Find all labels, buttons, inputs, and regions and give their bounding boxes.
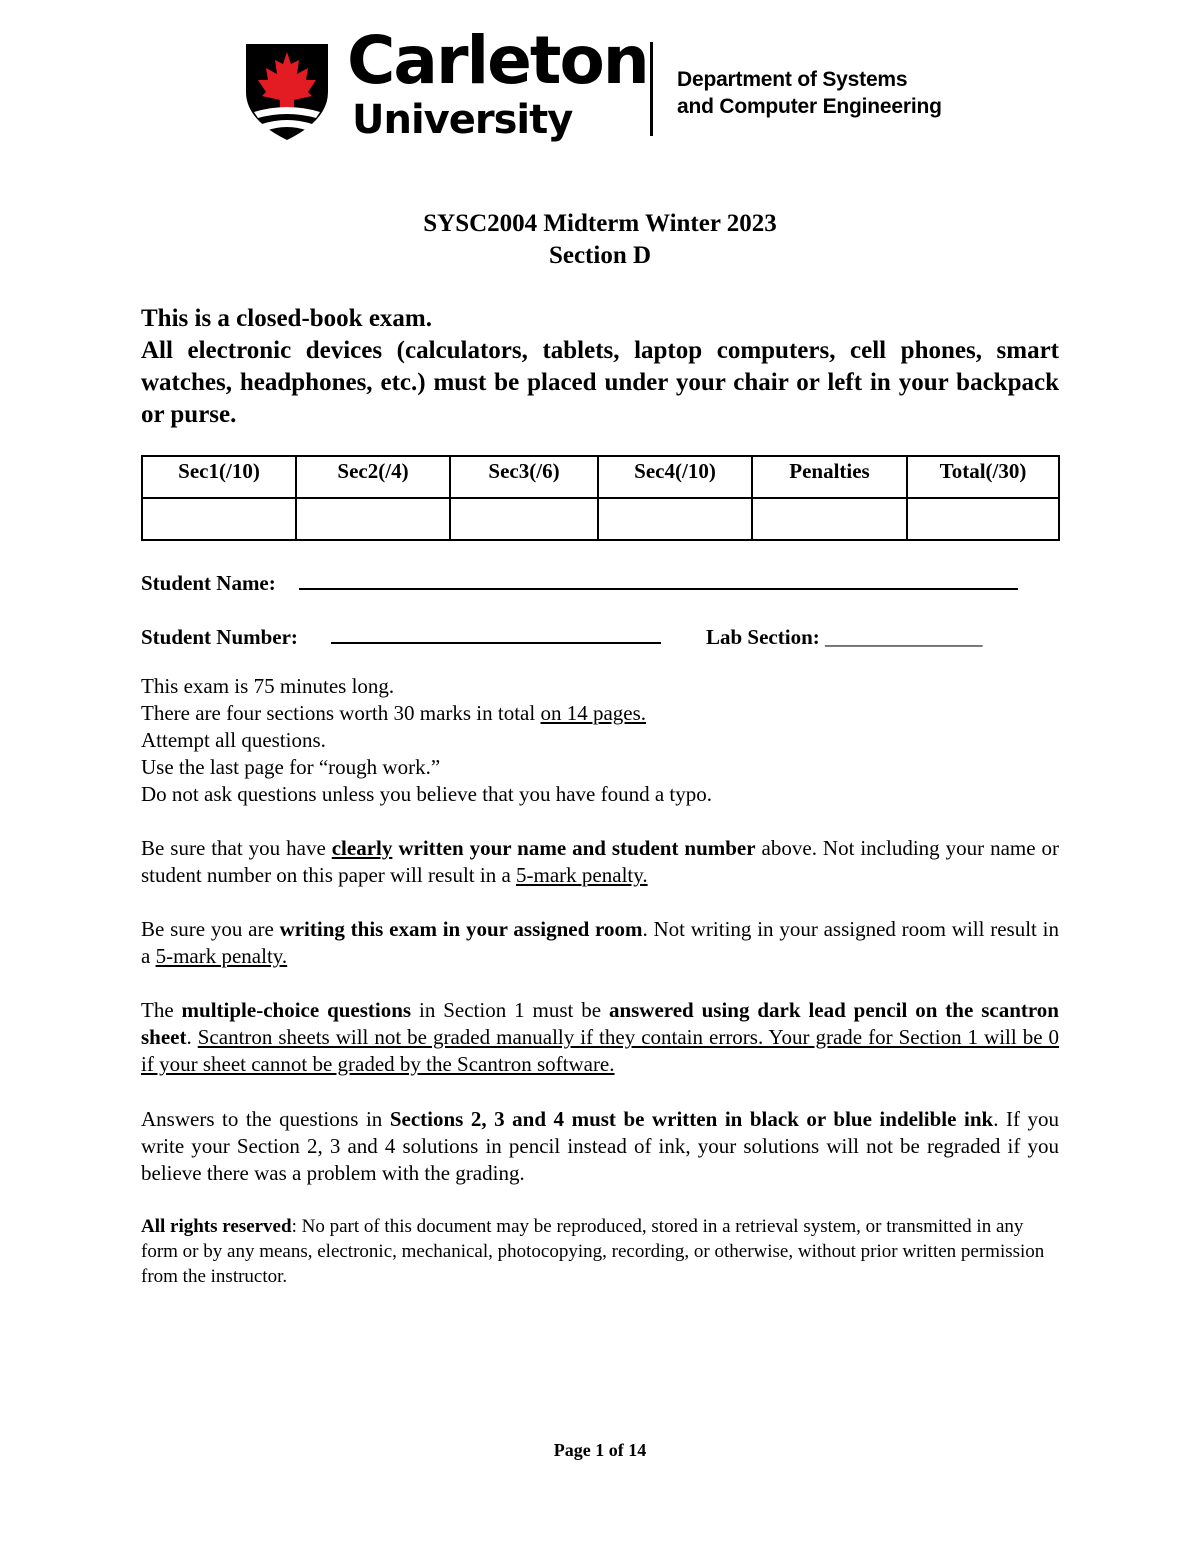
student-name-label: Student Name:	[141, 571, 276, 595]
marks-header-sec2: Sec2(/4)	[296, 456, 450, 498]
score-cell-penalties[interactable]	[752, 498, 907, 540]
lab-section-label	[706, 624, 983, 650]
para1-bold: written your name and student number	[392, 836, 756, 860]
logo-divider	[650, 42, 653, 136]
para2-text-a: Be sure you are	[141, 917, 280, 941]
instruction-sections	[141, 700, 1059, 727]
marks-header-total: Total(/30)	[907, 456, 1059, 498]
rights-text: : No part of this document may be reproduced, stored in a retrieval system, or transmitted in any form or by any means, electronic, mechanical, photocopying, recording, or otherwise, without prior written permission from the instructor.	[141, 1216, 1045, 1287]
exam-section: Section D	[548, 242, 652, 269]
para2-text-c: . Not writing in your assigned room will result in a	[141, 917, 1060, 968]
student-number-label: Student Number:	[141, 625, 298, 649]
exam-title: SYSC2004 Midterm Winter 2023	[423, 210, 777, 237]
instruction-duration: This exam is 75 minutes long.	[141, 674, 395, 698]
electronic-devices-notice: All electronic devices (calculators, tablets, laptop computers, cell phones, smart watches, headphones, etc.) must be placed under your chair or left in your backpack or purse.	[141, 337, 1059, 428]
marks-table	[141, 455, 1060, 541]
logo-wordmark-university: University	[352, 97, 573, 143]
marks-header-sec1: Sec1(/10)	[142, 456, 296, 498]
marks-header-sec3: Sec3(/6)	[450, 456, 598, 498]
department-name	[677, 66, 942, 120]
lab-section-text: Lab Section:	[706, 625, 820, 649]
marks-table-score-row	[142, 498, 1059, 540]
lab-section-blank[interactable]: _______________	[825, 625, 983, 649]
para1-clearly: clearly	[331, 836, 393, 860]
instruction-sections-text: There are four sections worth 30 marks in total	[141, 701, 541, 725]
para3-underlined: Scantron sheets will not be graded manually if they contain errors. Your grade for Section 1 will be 0 if your sheet cannot be graded by the Scantron software.	[141, 1025, 1060, 1076]
score-cell-sec4[interactable]	[598, 498, 752, 540]
page-of: of	[604, 1440, 629, 1460]
para3-text-a: The	[141, 998, 182, 1022]
instruction-attempt: Attempt all questions.	[141, 728, 326, 752]
closed-book-notice: This is a closed-book exam.	[141, 305, 433, 332]
assigned-room-paragraph	[141, 916, 1059, 970]
instruction-pages: on 14 pages.	[540, 701, 647, 725]
para3-text-c: in Section 1 must be	[411, 998, 609, 1022]
ink-paragraph	[141, 1106, 1059, 1187]
logo-wordmark-carleton: Carleton	[347, 22, 648, 99]
student-number-line[interactable]	[331, 642, 661, 644]
rights-bold: All rights reserved	[141, 1216, 292, 1237]
page-label: Page	[553, 1440, 596, 1460]
para1-penalty: 5-mark penalty.	[516, 863, 648, 887]
para4-text-a: Answers to the questions in	[141, 1107, 390, 1131]
instruction-typo: Do not ask questions unless you believe that you have found a typo.	[141, 782, 712, 806]
para1-text-a: Be sure that you have	[141, 836, 332, 860]
para4-text-c: . If you write your Section 2, 3 and 4 solutions in pencil instead of ink, your solutions will not be regraded if you believe there was a problem with the grading.	[141, 1107, 1059, 1185]
score-cell-total[interactable]	[907, 498, 1059, 540]
page-current: 1	[595, 1440, 605, 1460]
para3-bold-pencil: answered using dark lead pencil on the scantron sheet	[141, 998, 1059, 1049]
para3-bold-mc: multiple-choice questions	[181, 998, 412, 1022]
score-cell-sec3[interactable]	[450, 498, 598, 540]
para3-text-e: .	[186, 1025, 198, 1049]
student-name-line[interactable]	[299, 588, 1018, 590]
para1-text-d: above. Not including your name or student number on this paper will result in a	[141, 836, 1060, 887]
page-number	[0, 1440, 1200, 1461]
department-line-2: and Computer Engineering	[677, 95, 942, 118]
exam-warnings	[141, 303, 1059, 431]
department-line-1: Department of Systems	[677, 68, 908, 91]
carleton-shield-logo	[244, 40, 330, 144]
para2-bold: writing this exam in your assigned room	[279, 917, 643, 941]
instructions	[141, 673, 1059, 808]
score-cell-sec1[interactable]	[142, 498, 296, 540]
marks-table-header-row	[142, 456, 1059, 498]
marks-header-penalties: Penalties	[752, 456, 907, 498]
scantron-paragraph	[141, 997, 1059, 1078]
score-cell-sec2[interactable]	[296, 498, 450, 540]
instruction-rough-work: Use the last page for “rough work.”	[141, 755, 441, 779]
name-number-paragraph	[141, 835, 1059, 889]
page-total: 14	[628, 1440, 647, 1460]
para2-penalty: 5-mark penalty.	[155, 944, 288, 968]
para4-bold: Sections 2, 3 and 4 must be written in black or blue indelible ink	[389, 1107, 994, 1131]
rights-reserved-notice	[141, 1214, 1059, 1289]
marks-header-sec4: Sec4(/10)	[598, 456, 752, 498]
